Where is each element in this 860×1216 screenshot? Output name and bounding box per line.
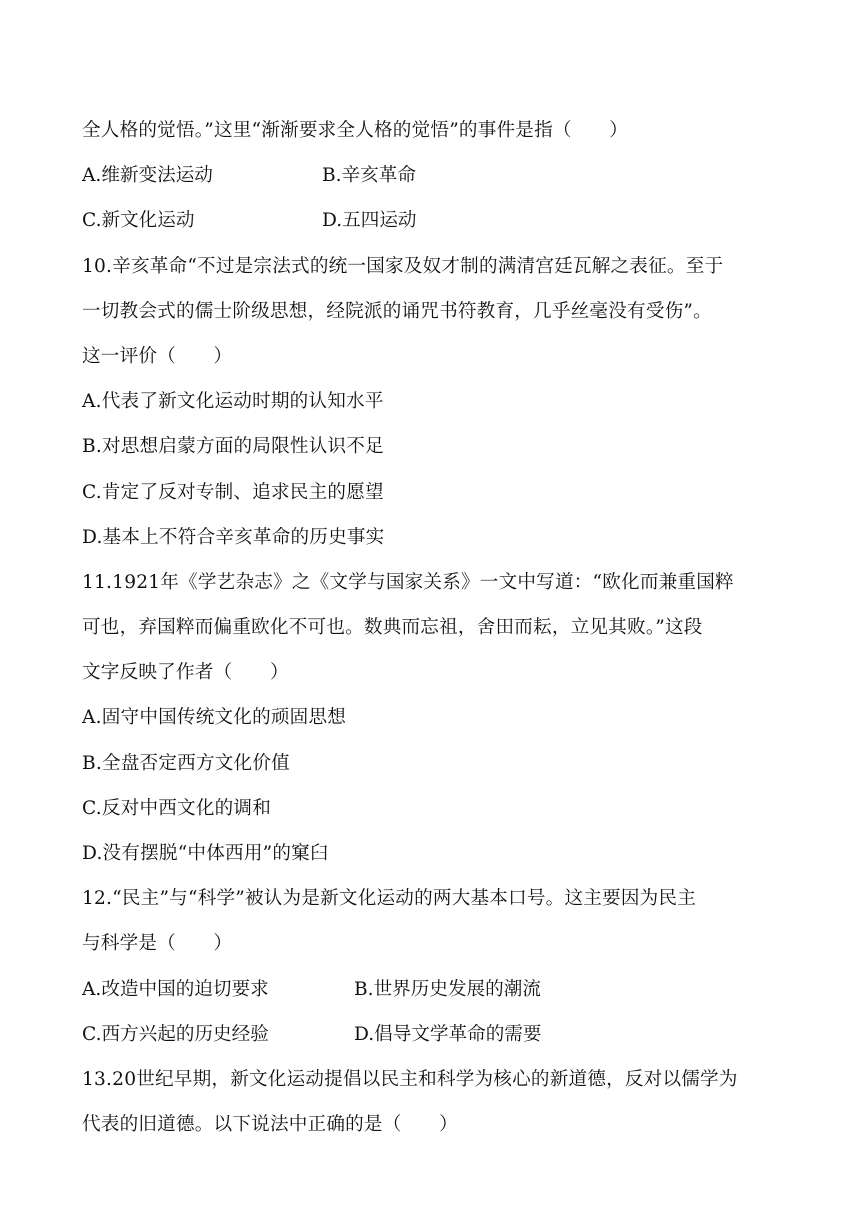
q10-option-c: C.肯定了反对专制、追求民主的愿望 (82, 481, 384, 503)
q9-options-row-1 (82, 153, 790, 198)
q10-stem-line-1: 10.辛亥革命“不过是宗法式的统一国家及奴才制的满清宫廷瓦解之表征。至于 (82, 255, 724, 277)
q13-stem-line-2: 代表的旧道德。以下说法中正确的是（ ） (82, 1114, 458, 1136)
q10-option-d: D.基本上不符合辛亥革命的历史事实 (82, 526, 385, 548)
q12-options-row-1 (82, 967, 790, 1012)
q12-option-c: C.西方兴起的历史经验 (82, 1023, 269, 1045)
q12-option-a: A.改造中国的迫切要求 (82, 978, 269, 1000)
q12-stem-line-1: 12.“民主”与“科学”被认为是新文化运动的两大基本口号。这主要因为民主 (82, 888, 697, 910)
q13-stem-line-1: 13.20世纪早期，新文化运动提倡以民主和科学为核心的新道德，反对以儒学为 (82, 1068, 738, 1090)
q10-option-a: A.代表了新文化运动时期的认知水平 (82, 391, 384, 413)
q9-option-a: A.维新变法运动 (82, 165, 213, 187)
q11-option-b: B.全盘否定西方文化价值 (82, 752, 290, 774)
q11-stem-line-3: 文字反映了作者（ ） (82, 662, 289, 684)
q12-options-row-2 (82, 1012, 790, 1057)
q9-stem-continuation: 全人格的觉悟。”这里“渐渐要求全人格的觉悟”的事件是指（ ） (82, 120, 629, 141)
q12-stem-line-2: 与科学是（ ） (82, 933, 233, 955)
q11-option-a: A.固守中国传统文化的顽固思想 (82, 707, 347, 729)
q9-option-d: D.五四运动 (322, 210, 417, 232)
q9-option-b: B.辛亥革命 (322, 165, 416, 187)
q10-option-b: B.对思想启蒙方面的局限性认识不足 (82, 436, 384, 458)
q10-stem-line-2: 一切教会式的儒士阶级思想，经院派的诵咒书符教育，几乎丝毫没有受伤”。 (82, 300, 712, 322)
q11-option-d: D.没有摆脱“中体西用”的窠臼 (82, 843, 329, 864)
q10-stem-line-3: 这一评价（ ） (82, 345, 233, 367)
q11-stem-line-2: 可也，弃国粹而偏重欧化不可也。数典而忘祖，舍田而耘，立见其败。”这段 (82, 617, 703, 639)
q11-option-c: C.反对中西文化的调和 (82, 797, 272, 819)
q12-option-b: B.世界历史发展的潮流 (354, 978, 541, 1000)
q11-stem-line-1: 11.1921年《学艺杂志》之《文学与国家关系》一文中写道：“欧化而兼重国粹 (82, 571, 734, 593)
q9-option-c: C.新文化运动 (82, 210, 195, 232)
q12-option-d: D.倡导文学革命的需要 (354, 1023, 542, 1045)
q9-options-row-2 (82, 198, 790, 243)
